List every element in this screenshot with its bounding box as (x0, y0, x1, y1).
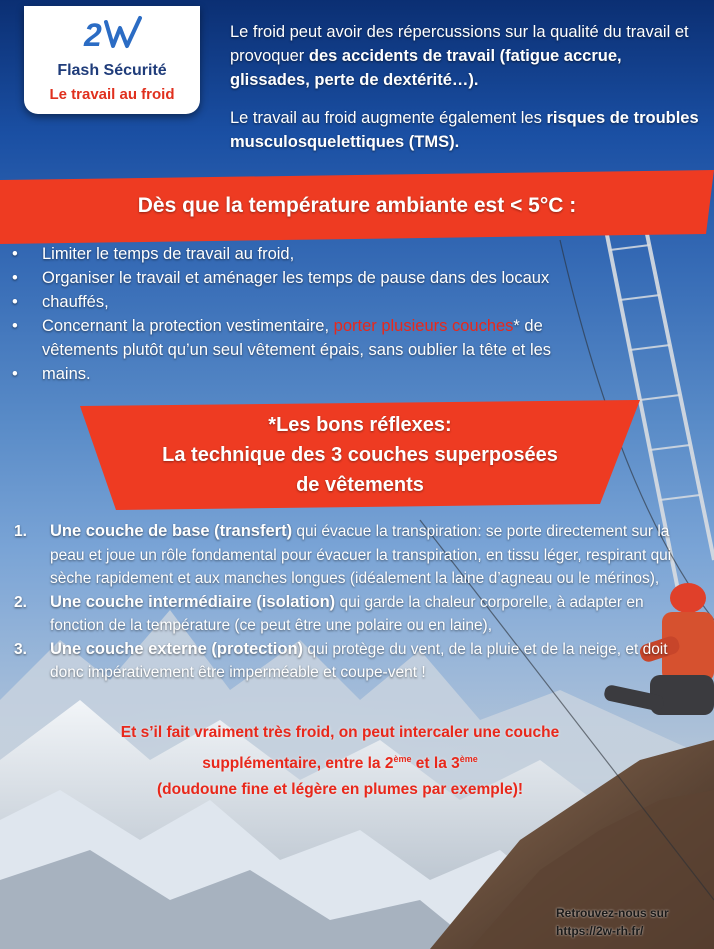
intro-paragraph-1 (230, 20, 700, 92)
svg-text:2: 2 (84, 17, 102, 53)
extra-tip-line-2 (40, 746, 640, 777)
extra-tip-text: supplémentaire, entre la 2 (202, 755, 394, 773)
brand-logo-icon (82, 14, 146, 54)
list-item-text: Limiter le temps de travail au froid, (42, 245, 295, 263)
bullet-icon: • (12, 245, 18, 263)
layer-title: Une couche intermédiaire (isolation) (50, 592, 336, 611)
banner-line-3: de vêtements (296, 474, 424, 496)
bullet-icon: • (12, 317, 18, 335)
highlight-text: porter plusieurs couches (333, 317, 514, 335)
extra-tip-line-1: Et s’il fait vraiment très froid, on peut intercaler une couche (120, 724, 560, 741)
footer (556, 904, 706, 940)
extra-tip-text: et la 3 (411, 755, 460, 773)
list-item (10, 314, 650, 338)
intro-text (230, 20, 700, 168)
layer-title: Une couche de base (transfert) (50, 522, 293, 540)
intro-p1-bold: des accidents de travail (fatigue accrue, glissades, perte de dextérité…). (230, 47, 622, 89)
logo-card (24, 6, 200, 114)
website-link[interactable]: https://2w-rh.fr/ (556, 924, 644, 938)
superscript: ème (393, 754, 412, 764)
banner-title (80, 410, 640, 500)
list-item (10, 266, 650, 290)
logo-title: Flash Sécurité (57, 62, 167, 79)
list-item (10, 290, 650, 314)
list-item-text: * de (513, 317, 543, 335)
intro-paragraph-2 (230, 106, 700, 154)
temperature-banner (0, 170, 714, 246)
clothing-layers-list (14, 520, 699, 685)
layer-description: qui évacue la transpiration: se porte directement sur la peau et joue un rôle fondamental pour évacuer la transpiration, en tissu léger, respirant qui sèche rapidement et aux manches longues (idéalement la laine d’agneau ou le mérinos), (50, 523, 672, 587)
intro-p2-bold: risques de troubles musculosquelettiques (TMS). (230, 109, 699, 151)
list-item-text: Organiser le travail et aménager les temps de pause dans des locaux (42, 269, 550, 287)
superscript: ème (459, 754, 478, 764)
list-item (10, 362, 650, 386)
banner-line-2: La technique des 3 couches superposées (162, 444, 558, 466)
layer-item (14, 638, 699, 685)
list-item-text: Concernant la protection vestimentaire, (42, 317, 334, 335)
footer-label: Retrouvez-nous sur (556, 906, 669, 920)
reflexes-banner (80, 400, 640, 510)
layer-number: 3. (14, 640, 27, 658)
layer-title: Une couche externe (protection) (50, 639, 304, 658)
list-item-text: vêtements plutôt qu’un seul vêtement épais, sans oublier la tête et les (42, 341, 552, 359)
list-item-continuation (10, 338, 650, 362)
recommendations-list (10, 242, 650, 386)
intro-p2-text: Le travail au froid augmente également les (230, 109, 547, 127)
list-item-text: mains. (42, 365, 91, 383)
intro-p1-text: Le froid peut avoir des répercussions sur la qualité du travail et provoquer (230, 23, 689, 65)
bullet-icon: • (12, 293, 18, 311)
extra-tip (40, 720, 640, 803)
list-item-text: chauffés, (42, 293, 109, 311)
layer-item (14, 520, 699, 591)
layer-number: 2. (14, 593, 27, 611)
extra-tip-line-3: (doudoune fine et légère en plumes par exemple)! (156, 781, 524, 799)
banner-line-1: *Les bons réflexes: (268, 414, 452, 436)
logo-subtitle: Le travail au froid (49, 86, 175, 103)
layer-number: 1. (14, 523, 27, 540)
banner-title: Dès que la température ambiante est < 5°C : (137, 194, 577, 217)
list-item (10, 242, 650, 266)
bullet-icon: • (12, 269, 18, 287)
bullet-icon: • (12, 365, 18, 383)
layer-item (14, 591, 699, 638)
layer-description: qui garde la chaleur corporelle, à adapter en fonction de la température (ce peut être une polaire ou en laine), (50, 593, 644, 634)
layer-description: qui protège du vent, de la pluie et de la neige, et doit donc impérativement être imperméable et coupe-vent ! (50, 640, 668, 681)
